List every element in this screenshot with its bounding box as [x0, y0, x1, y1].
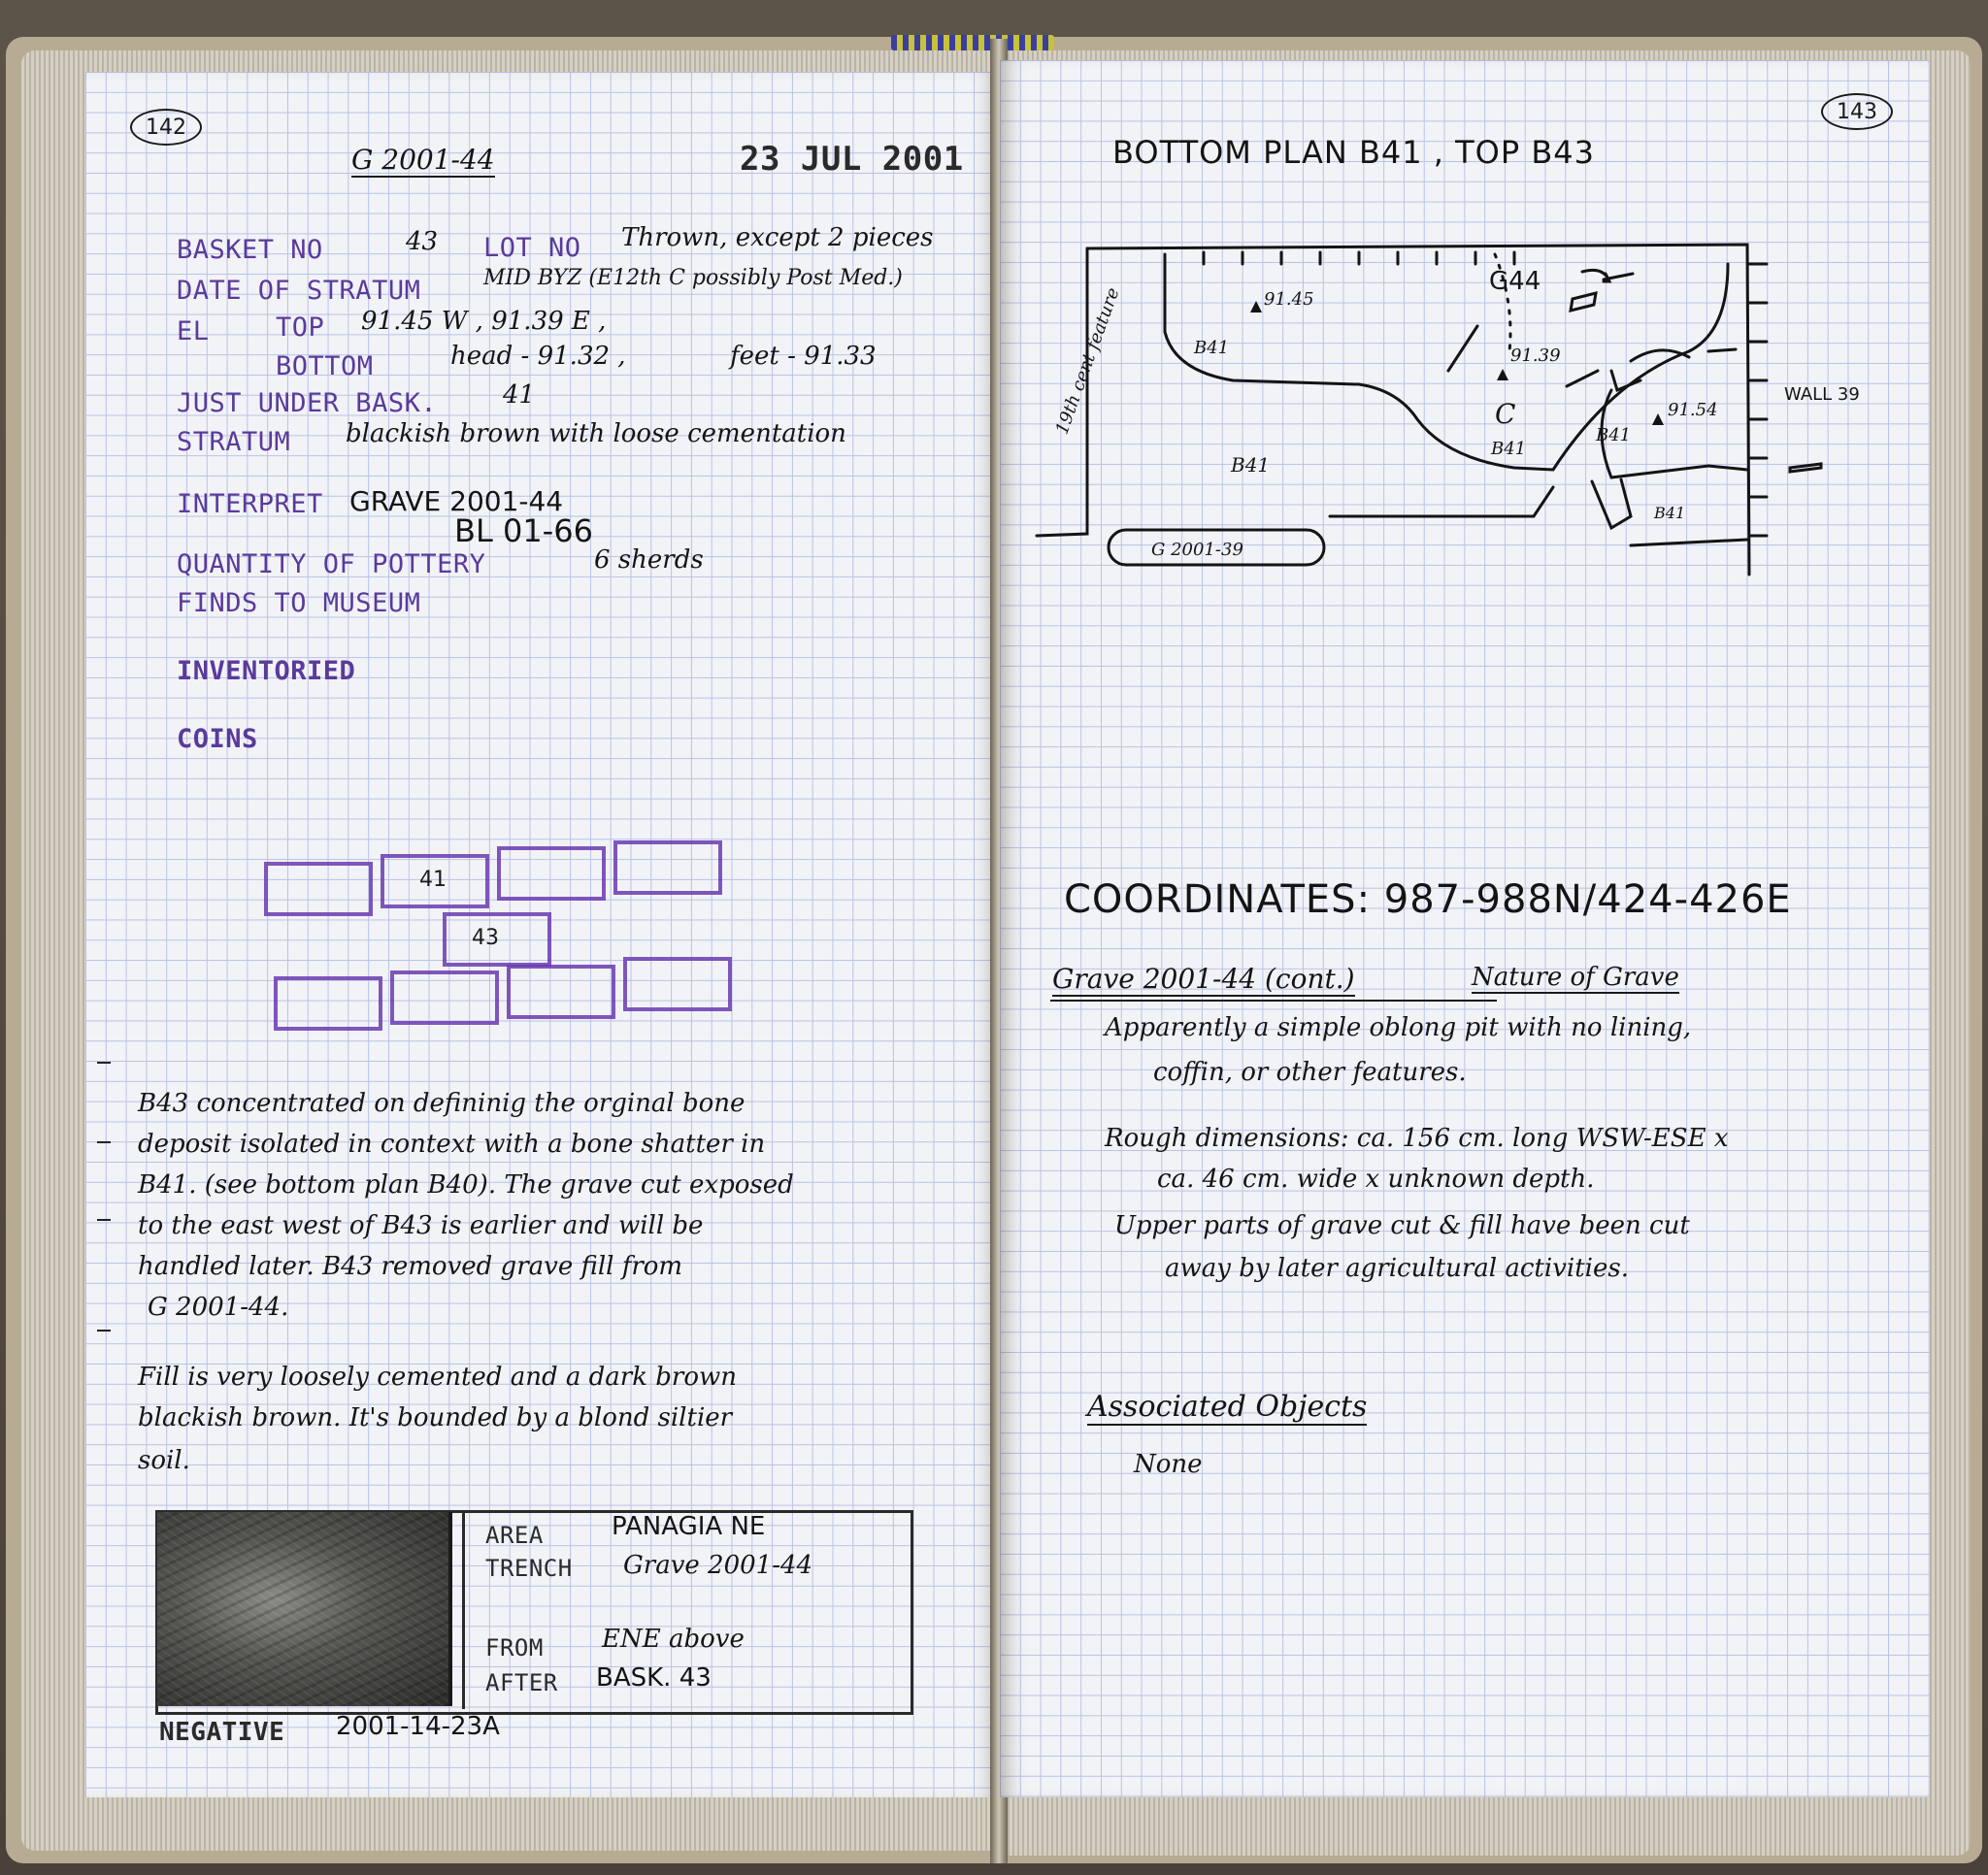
associated-value: None	[1134, 1450, 1203, 1479]
nature-heading: Nature of Grave	[1472, 963, 1679, 992]
fill-note-line: Fill is very loosely cemented and a dark brown	[138, 1363, 737, 1392]
photo-stamp-divider	[462, 1510, 465, 1709]
margin-tick	[97, 1330, 111, 1332]
date-stamp: 23 JUL 2001	[740, 140, 964, 179]
date-stratum-value: MID BYZ (E12th C possibly Post Med.)	[483, 266, 903, 290]
stratum-label: STRATUM	[177, 427, 291, 457]
coordinates: COORDINATES: 987-988N/424-426E	[1064, 877, 1792, 922]
after-label: AFTER	[485, 1669, 558, 1696]
plan-title: BOTTOM PLAN B41 , TOP B43	[1112, 134, 1595, 171]
after-value: BASK. 43	[596, 1663, 712, 1693]
finds-label: FINDS TO MUSEUM	[177, 588, 421, 618]
interpret-label: INTERPRET	[177, 489, 323, 519]
note-line: to the east west of B43 is earlier and will be	[138, 1211, 704, 1240]
coins-label: COINS	[177, 724, 258, 754]
just-under-label: JUST UNDER BASK.	[177, 388, 438, 418]
negative-value: 2001-14-23A	[336, 1712, 500, 1741]
margin-tick	[97, 1219, 111, 1221]
plan-b41-label: B41	[1654, 504, 1686, 522]
margin-tick	[97, 1062, 111, 1064]
basket-box-label: 41	[419, 868, 447, 892]
area-value: PANAGIA NE	[612, 1512, 766, 1541]
note-line: G 2001-44.	[148, 1293, 289, 1322]
nature-line: coffin, or other features.	[1153, 1058, 1467, 1087]
basket-label: BASKET NO	[177, 235, 323, 265]
el-label: EL	[177, 316, 210, 346]
heading-rule	[1050, 1000, 1497, 1002]
note-line: B43 concentrated on defininig the orginal bone	[138, 1089, 746, 1118]
page-number-left: 142	[130, 109, 202, 146]
note-line: handled later. B43 removed grave fill from	[138, 1252, 683, 1281]
plan-elev-label: 91.45	[1264, 289, 1314, 310]
pottery-label: QUANTITY OF POTTERY	[177, 549, 486, 579]
plan-g39-label: G 2001-39	[1151, 540, 1243, 560]
bottom-plan-sketch	[1010, 225, 1922, 594]
from-value: ENE above	[602, 1625, 745, 1654]
just-under-value: 41	[503, 380, 536, 410]
pottery-value: 6 sherds	[594, 545, 704, 575]
plan-c-label: C	[1495, 398, 1516, 430]
note-line: B41. (see bottom plan B40). The grave cut exposed	[138, 1170, 794, 1200]
basket-box	[623, 957, 732, 1011]
plan-b41-label: B41	[1491, 439, 1527, 459]
interpret-value: GRAVE 2001-44	[349, 485, 564, 517]
basket-box	[497, 846, 606, 901]
bl-code: BL 01-66	[454, 512, 593, 549]
basket-value: 43	[406, 227, 439, 256]
inventoried-label: INVENTORIED	[177, 656, 356, 686]
bottom-label: BOTTOM	[276, 351, 374, 381]
associated-heading: Associated Objects	[1087, 1390, 1368, 1424]
bottom-head: head - 91.32 ,	[450, 342, 626, 371]
page-number-right: 143	[1821, 93, 1893, 130]
basket-box	[613, 840, 722, 895]
lot-value: Thrown, except 2 pieces	[621, 223, 934, 252]
trench-label: TRENCH	[485, 1555, 573, 1582]
bottom-feet: feet - 91.33	[730, 342, 877, 371]
stratum-value: blackish brown with loose cementation	[346, 419, 846, 448]
top-value: 91.45 W , 91.39 E ,	[361, 307, 607, 336]
dims-line: ca. 46 cm. wide x unknown depth.	[1157, 1165, 1595, 1194]
nature-line: Apparently a simple oblong pit with no lining,	[1105, 1013, 1692, 1042]
lot-label: LOT NO	[483, 233, 581, 263]
grave-heading: Grave 2001-44 (cont.)	[1052, 963, 1355, 995]
plan-b41-label: B41	[1194, 338, 1230, 358]
plan-b41-label: B41	[1596, 425, 1632, 445]
basket-box	[274, 976, 382, 1031]
bookmark-ribbon	[891, 35, 1054, 50]
note-line: deposit isolated in context with a bone shatter in	[138, 1130, 766, 1159]
negative-label: NEGATIVE	[159, 1718, 285, 1747]
trench-value: Grave 2001-44	[623, 1551, 813, 1580]
upper-line: away by later agricultural activities.	[1165, 1254, 1629, 1283]
plan-g44-label: G44	[1489, 267, 1541, 296]
plan-b41-label: B41	[1231, 453, 1271, 477]
basket-box	[264, 862, 373, 916]
margin-tick	[97, 1141, 111, 1143]
area-label: AREA	[485, 1522, 544, 1549]
upper-line: Upper parts of grave cut & fill have been cut	[1114, 1211, 1690, 1240]
from-label: FROM	[485, 1634, 544, 1661]
plan-side-label: 19th cent feature	[1051, 284, 1124, 438]
top-label: TOP	[276, 312, 325, 343]
grave-photo-texture	[157, 1512, 448, 1706]
plan-elev-label: 91.39	[1510, 345, 1561, 366]
basket-box	[390, 970, 499, 1025]
dims-line: Rough dimensions: ca. 156 cm. long WSW-ESE x	[1105, 1124, 1729, 1153]
grave-ref: G 2001-44	[351, 144, 495, 176]
plan-wall-label: WALL 39	[1784, 384, 1860, 405]
date-stratum-label: DATE OF STRATUM	[177, 276, 421, 306]
fill-note-line: soil.	[138, 1446, 190, 1475]
basket-box-label: 43	[472, 926, 499, 950]
plan-elev-label: 91.54	[1668, 400, 1718, 420]
basket-box	[507, 965, 615, 1019]
fill-note-line: blackish brown. It's bounded by a blond siltier	[138, 1403, 733, 1432]
